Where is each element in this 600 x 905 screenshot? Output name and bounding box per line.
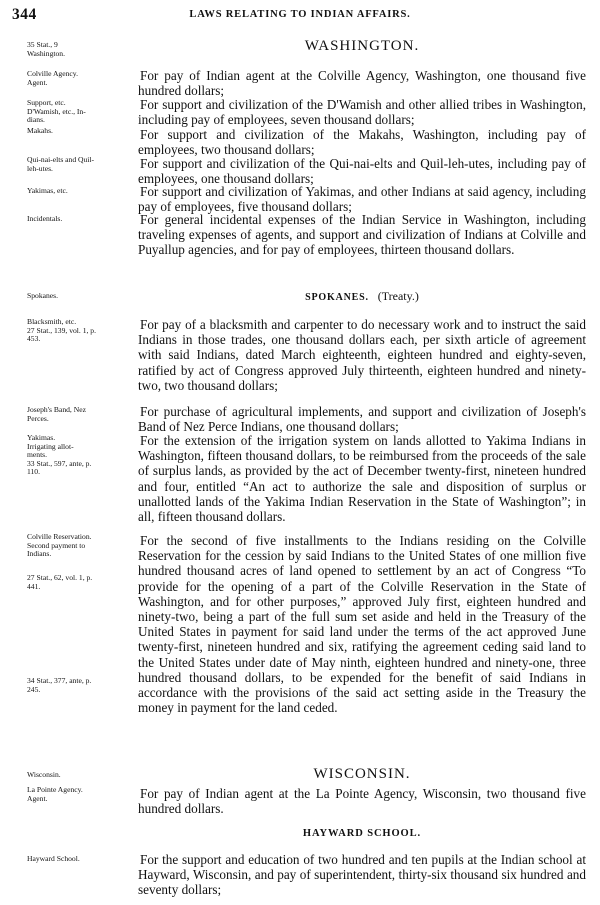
paragraph-incidentals: For general incidental expenses of the Indian Service in Washington, including traveling expenses of agents, and support and civilization of Indians at Colville and Puyallup agencies, and for pay of employees, thirteen thousand dollars.: [138, 212, 586, 258]
section-heading-washington: WASHINGTON.: [304, 38, 420, 54]
section-heading-wisconsin: WISCONSIN.: [313, 766, 411, 782]
paragraph-colville-agent: For pay of Indian agent at the Colville Agency, Washington, one thousand five hundred dollars;: [138, 68, 586, 99]
paragraph-hayward: For the support and education of two hundred and ten pupils at the Indian school at Hayward, Wisconsin, and pay of superintendent, thirty-six thousand six hundred and seventy dollars;: [138, 852, 586, 898]
sidenote-incidentals: Incidentals.: [27, 214, 63, 223]
paragraph-nez-perces: For purchase of agricultural implements, and support and civilization of Joseph's Band of Nez Perce Indians, one thousand dollars;: [138, 404, 586, 435]
sidenote-spokanes: Spokanes.: [27, 291, 59, 300]
running-title: LAWS RELATING TO INDIAN AFFAIRS.: [189, 9, 411, 20]
paragraph-colville-reservation: For the second of five installments to the Indians residing on the Colville Reservation for the cession by said Indians to the United States of one million five hundred thousand acres of land opened to settlement by an act of Congress “To provide for the opening of a part of the Colville Reservation in the State of Washington, and for other purposes,” approved July first, eighteen hundred and ninety-two, being a part of the full sum set aside and held in the Treasury of the United States in payment for said land under the terms of the act approved June twenty-first, nineteen hundred and six, ratifying the agreement ceding said land to the United States under date of May ninth, eighteen hundred and ninety-one, three hundred thousand dollars, to be expended for the benefit of said Indians in accordance with the provisions of the said act setting aside in the Treasury the money in payment for the land ceded.: [138, 533, 586, 716]
sidenote-hayward: Hayward School.: [27, 854, 80, 863]
paragraph-quinaielts: For support and civilization of the Qui-nai-elts and Quil-leh-utes, including pay of employees, one thousand dollars;: [138, 156, 586, 187]
paragraph-blacksmith: For pay of a blacksmith and carpenter to do necessary work and to instruct the said Indians in those trades, one thousand dollars each, per sixth article of agreement with said Indians, dated March eighteenth, eighteen hundred and eighty-seven, ratified by act of Congress approved July thirteenth, eighteen hundred and ninety-two, two thousand dollars;: [138, 317, 586, 393]
paragraph-irrigation: For the extension of the irrigation system on lands allotted to Yakima Indians in Washington, fifteen thousand dollars, to be reimbursed from the proceeds of the sale of surplus lands, as provided by the act of December twenty-first, nineteen hundred and four, entitled “An act to authorize the sale and disposition of surplus or unallotted lands of the Yakima Indian Reservation in the State of Washington”; in all, fifteen thousand dollars.: [138, 433, 586, 525]
sidenote-la-pointe: La Pointe Agency. Agent.: [27, 785, 83, 803]
page-number: 344: [12, 6, 37, 23]
sidenote-blacksmith: Blacksmith, etc. 27 Stat., 139, vol. 1, p. 453.: [27, 317, 96, 344]
sidenote-yakimas-irrigating: Yakimas. Irrigating allot- ments. 33 Stat., 597, ante, p. 110.: [27, 433, 92, 477]
sidenote-colville-reservation: Colville Reservation. Second payment to Indians.: [27, 532, 92, 559]
paragraph-dwamish: For support and civilization of the D'Wamish and other allied tribes in Washington, including pay of employees, seven thousand dollars;: [138, 97, 586, 128]
sidenote-makahs: Makahs.: [27, 126, 53, 135]
sidenote-stat-27-62: 27 Stat., 62, vol. 1, p. 441.: [27, 573, 93, 591]
paragraph-yakimas: For support and civilization of Yakimas, and other Indians at said agency, including pay of employees, five thousand dollars;: [138, 184, 586, 215]
sidenote-nez-perces: Joseph's Band, Nez Perces.: [27, 405, 86, 423]
sidenote-stat-34-377: 34 Stat., 377, ante, p. 245.: [27, 676, 92, 694]
section-heading-hayward-school: HAYWARD SCHOOL.: [302, 828, 422, 839]
paragraph-makahs: For support and civilization of the Makahs, Washington, including pay of employees, two thousand dollars;: [138, 127, 586, 158]
sidenote-yakimas: Yakimas, etc.: [27, 186, 68, 195]
sidenote-dwamish: Support, etc. D'Wamish, etc., In- dians.: [27, 98, 86, 125]
paragraph-la-pointe: For pay of Indian agent at the La Pointe Agency, Wisconsin, two thousand five hundred dollars.: [138, 786, 586, 817]
section-heading-spokanes: SPOKANES. (Treaty.): [305, 289, 419, 303]
sidenote-quinaielts: Qui-nai-elts and Quil- leh-utes.: [27, 155, 95, 173]
sidenote-wisconsin: Wisconsin.: [27, 770, 61, 779]
sidenote-washington-ref: 35 Stat., 9 Washington.: [27, 40, 65, 58]
running-header: [12, 6, 588, 26]
sidenote-colville-agency: Colville Agency. Agent.: [27, 69, 78, 87]
